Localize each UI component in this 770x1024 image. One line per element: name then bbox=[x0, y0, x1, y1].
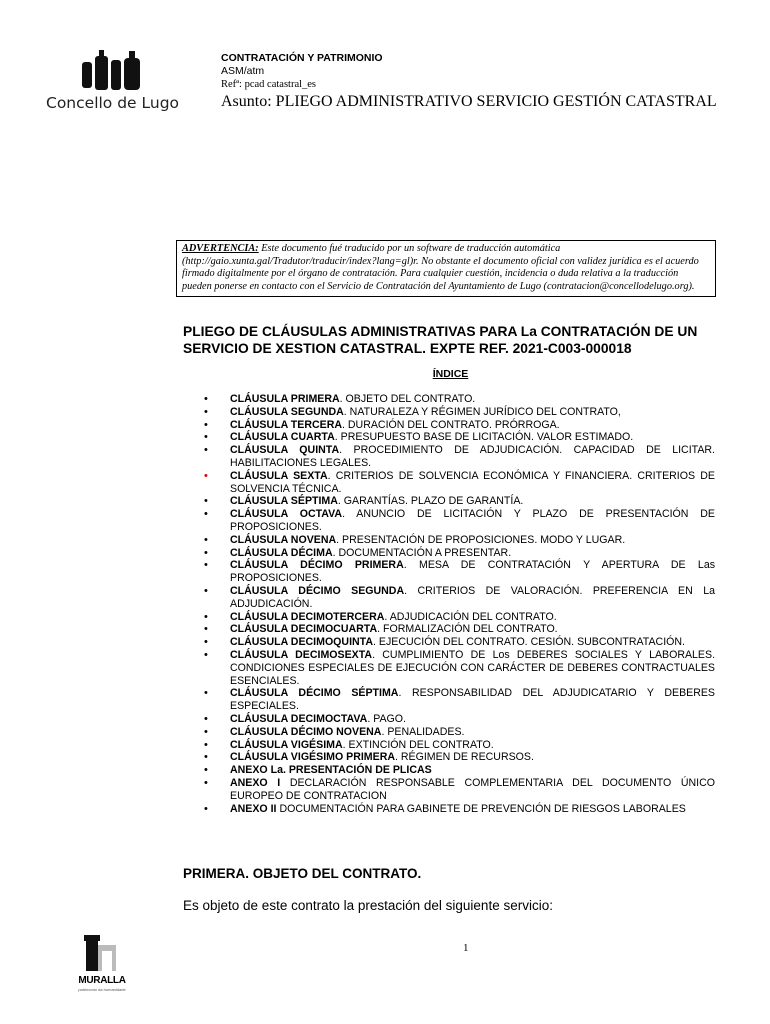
index-item bbox=[183, 495, 715, 508]
index-item-text: . EJECUCIÓN DEL CONTRATO. CESIÓN. SUBCONTRATACIÓN. bbox=[373, 636, 685, 649]
index-item-text: . MESA DE CONTRATACIÓN Y APERTURA DE Las PROPOSICIONES. bbox=[230, 559, 716, 585]
index-item bbox=[183, 803, 715, 816]
index-item-label: CLÁUSULA OCTAVA bbox=[230, 508, 343, 521]
bullet-icon: • bbox=[204, 623, 208, 636]
index-item-text: . CUMPLIMIENTO DE Los DEBERES SOCIALES Y LABORALES. CONDICIONES ESPECIALES DE EJECUCIÓN CON CARÁCTER DE DEBERES CONTRACTUALES ESENCIALES. bbox=[230, 648, 716, 687]
index-item-text: DECLARACIÓN RESPONSABLE COMPLEMENTARIA DEL DOCUMENTO ÚNICO EUROPEO DE CONTRATACION bbox=[230, 776, 715, 802]
index-item bbox=[183, 636, 715, 649]
bullet-icon: • bbox=[204, 776, 208, 789]
index-item-text: . DURACIÓN DEL CONTRATO. PRÓRROGA. bbox=[342, 418, 560, 431]
bullet-icon: • bbox=[204, 764, 208, 777]
reference: Refª: pcad catastral_es bbox=[221, 79, 317, 90]
document-title: PLIEGO DE CLÁUSULAS ADMINISTRATIVAS PARA La CONTRATACIÓN DE UN SERVICIO DE XESTION CATASTRAL. EXPTE REF. 2021-C003-000018 bbox=[183, 324, 698, 356]
index-item-label: CLÁUSULA DECIMOCUARTA bbox=[230, 623, 378, 636]
index-item-text: . ANUNCIO DE LICITACIÓN Y PLAZO DE PRESENTACIÓN DE PROPOSICIONES. bbox=[230, 508, 715, 533]
index-item-label: CLÁUSULA DÉCIMO PRIMERA bbox=[230, 559, 404, 572]
city-towers-icon bbox=[80, 48, 142, 92]
index-item-text: . FORMALIZACIÓN DEL CONTRATO. bbox=[377, 623, 558, 636]
index-item bbox=[183, 431, 715, 444]
index-heading: ÍNDICE bbox=[432, 368, 469, 380]
index-item-label: CLÁUSULA DÉCIMA bbox=[230, 546, 333, 559]
index-item bbox=[183, 687, 715, 713]
document-header bbox=[221, 52, 741, 112]
index-item bbox=[183, 777, 715, 803]
bullet-icon: • bbox=[204, 802, 208, 815]
bullet-icon: • bbox=[204, 751, 208, 764]
index-item bbox=[183, 547, 715, 560]
index-item-text: . ADJUDICACIÓN DEL CONTRATO. bbox=[384, 610, 557, 623]
department: CONTRATACIÓN Y PATRIMONIO bbox=[221, 52, 383, 64]
bullet-icon: • bbox=[204, 508, 208, 521]
index-item bbox=[183, 393, 715, 406]
index-item bbox=[183, 611, 715, 624]
bullet-icon: • bbox=[204, 636, 208, 649]
bullet-icon: • bbox=[204, 393, 208, 405]
index-item-label: CLÁUSULA DÉCIMO SEGUNDA bbox=[230, 584, 405, 597]
index-item-label: CLÁUSULA DÉCIMO SÉPTIMA bbox=[230, 687, 399, 700]
index-item-label: CLÁUSULA CUARTA bbox=[230, 431, 335, 444]
bullet-icon: • bbox=[204, 584, 208, 597]
index-item bbox=[183, 444, 715, 470]
index-item-text: . PRESENTACIÓN DE PROPOSICIONES. MODO Y LUGAR. bbox=[336, 533, 626, 546]
index-item bbox=[183, 534, 715, 547]
index-item-label: CLÁUSULA SÉPTIMA bbox=[230, 495, 338, 508]
index-item bbox=[183, 726, 715, 739]
body-text: Es objeto de este contrato la prestación del siguiente servicio: bbox=[183, 898, 553, 913]
bullet-icon: • bbox=[204, 418, 208, 431]
section-heading: PRIMERA. OBJETO DEL CONTRATO. bbox=[183, 866, 422, 881]
bullet-icon: • bbox=[204, 405, 208, 418]
index-item bbox=[183, 764, 715, 777]
index-item bbox=[183, 419, 715, 432]
bullet-icon: • bbox=[204, 559, 208, 572]
warning-label: ADVERTENCIA: bbox=[182, 243, 259, 254]
logo-text: Concello de Lugo bbox=[46, 94, 180, 112]
index-item-label: CLÁUSULA SEXTA bbox=[230, 469, 328, 482]
index-item-label: CLÁUSULA QUINTA bbox=[230, 444, 340, 457]
index-item-text: . DOCUMENTACIÓN A PRESENTAR. bbox=[332, 546, 512, 559]
bullet-icon: • bbox=[204, 431, 208, 444]
index-item-text: . PROCEDIMIENTO DE ADJUDICACIÓN. CAPACIDAD DE LICITAR. HABILITACIONES LEGALES. bbox=[230, 444, 715, 469]
index-item bbox=[183, 508, 715, 534]
wall-icon bbox=[84, 935, 120, 973]
index-item-label: CLÁUSULA DECIMOCTAVA bbox=[230, 712, 368, 725]
muralla-logo bbox=[70, 935, 134, 995]
bullet-icon: • bbox=[204, 469, 208, 482]
index-item-text: . PENALIDADES. bbox=[381, 725, 465, 738]
index-item-text: . GARANTÍAS. PLAZO DE GARANTÍA. bbox=[337, 495, 524, 508]
muralla-text: MURALLA bbox=[78, 975, 126, 986]
index-item-label: ANEXO I bbox=[230, 776, 281, 789]
subject: Asunto: PLIEGO ADMINISTRATIVO SERVICIO GESTIÓN CATASTRAL bbox=[221, 93, 717, 110]
initials: ASM/atm bbox=[221, 65, 265, 77]
bullet-icon: • bbox=[204, 546, 208, 559]
index-item bbox=[183, 713, 715, 726]
muralla-subtitle: patrimonio da humanidade bbox=[78, 987, 126, 992]
index-item-text: . OBJETO DEL CONTRATO. bbox=[339, 393, 476, 405]
index-item-text: . PAGO. bbox=[367, 712, 406, 725]
index-item-text: . CRITERIOS DE SOLVENCIA ECONÓMICA Y FINANCIERA. CRITERIOS DE SOLVENCIA TÉCNICA. bbox=[230, 469, 716, 495]
index-item bbox=[183, 751, 715, 764]
index-list bbox=[183, 393, 715, 815]
index-item-text: DOCUMENTACIÓN PARA GABINETE DE PREVENCIÓN DE RIESGOS LABORALES bbox=[276, 802, 686, 815]
index-item-label: CLÁUSULA SEGUNDA bbox=[230, 405, 344, 418]
index-item-label: CLÁUSULA DECIMOQUINTA bbox=[230, 636, 374, 649]
bullet-icon: • bbox=[204, 610, 208, 623]
index-item-text: . RESPONSABILIDAD DEL ADJUDICATARIO Y DEBERES ESPECIALES. bbox=[230, 687, 715, 713]
index-item-text: . PRESUPUESTO BASE DE LICITACIÓN. VALOR ESTIMADO. bbox=[334, 431, 634, 444]
bullet-icon: • bbox=[204, 648, 208, 661]
index-item-text: . RÉGIMEN DE RECURSOS. bbox=[395, 751, 534, 764]
concello-de-lugo-logo bbox=[46, 48, 180, 118]
bullet-icon: • bbox=[204, 725, 208, 738]
index-item-label: ANEXO II bbox=[230, 802, 277, 815]
index-item-label: ANEXO La. PRESENTACIÓN DE PLICAS bbox=[230, 764, 432, 777]
index-item-label: CLÁUSULA NOVENA bbox=[230, 533, 337, 546]
bullet-icon: • bbox=[204, 738, 208, 751]
index-item-label: CLÁUSULA PRIMERA bbox=[230, 393, 340, 405]
index-item-label: CLÁUSULA DECIMOSEXTA bbox=[230, 648, 373, 661]
index-item-text: . NATURALEZA Y RÉGIMEN JURÍDICO DEL CONTRATO, bbox=[343, 405, 621, 418]
index-item-text: . EXTINCIÓN DEL CONTRATO. bbox=[342, 738, 494, 751]
index-item bbox=[183, 559, 715, 585]
index-item-label: CLÁUSULA TERCERA bbox=[230, 418, 343, 431]
bullet-icon: • bbox=[204, 533, 208, 546]
bullet-icon: • bbox=[204, 687, 208, 700]
index-item bbox=[183, 406, 715, 419]
translation-warning-box bbox=[176, 240, 716, 297]
index-item-label: CLÁUSULA VIGÉSIMA bbox=[230, 738, 343, 751]
bullet-icon: • bbox=[204, 495, 208, 508]
index-item-label: CLÁUSULA DECIMOTERCERA bbox=[230, 610, 385, 623]
index-item bbox=[183, 623, 715, 636]
index-item-label: CLÁUSULA DÉCIMO NOVENA bbox=[230, 725, 382, 738]
page-number: 1 bbox=[463, 942, 469, 954]
warning-text: Este documento fué traducido por un software de traducción automática (http://gaio.xunta.gal/Tradutor/traducir/index?lang=gl)r. No obstante el documento oficial con validez jurídica es el acuerdo firmado digitalmente por el órgano de contratación. Para cualquier cuestión, incidencia o duda relativa a la traducción pueden ponerse en contacto con el Servicio de Contratación del Ayuntamiento de Lugo (contratacion@concellodelugo.org). bbox=[182, 243, 699, 292]
bullet-icon: • bbox=[204, 444, 208, 457]
index-item bbox=[183, 739, 715, 752]
index-item-label: CLÁUSULA VIGÉSIMO PRIMERA bbox=[230, 751, 395, 764]
index-item bbox=[183, 649, 715, 687]
bullet-icon: • bbox=[204, 712, 208, 725]
index-item bbox=[183, 470, 715, 496]
index-item-text: . CRITERIOS DE VALORACIÓN. PREFERENCIA EN La ADJUDICACIÓN. bbox=[230, 584, 715, 610]
index-item bbox=[183, 585, 715, 611]
